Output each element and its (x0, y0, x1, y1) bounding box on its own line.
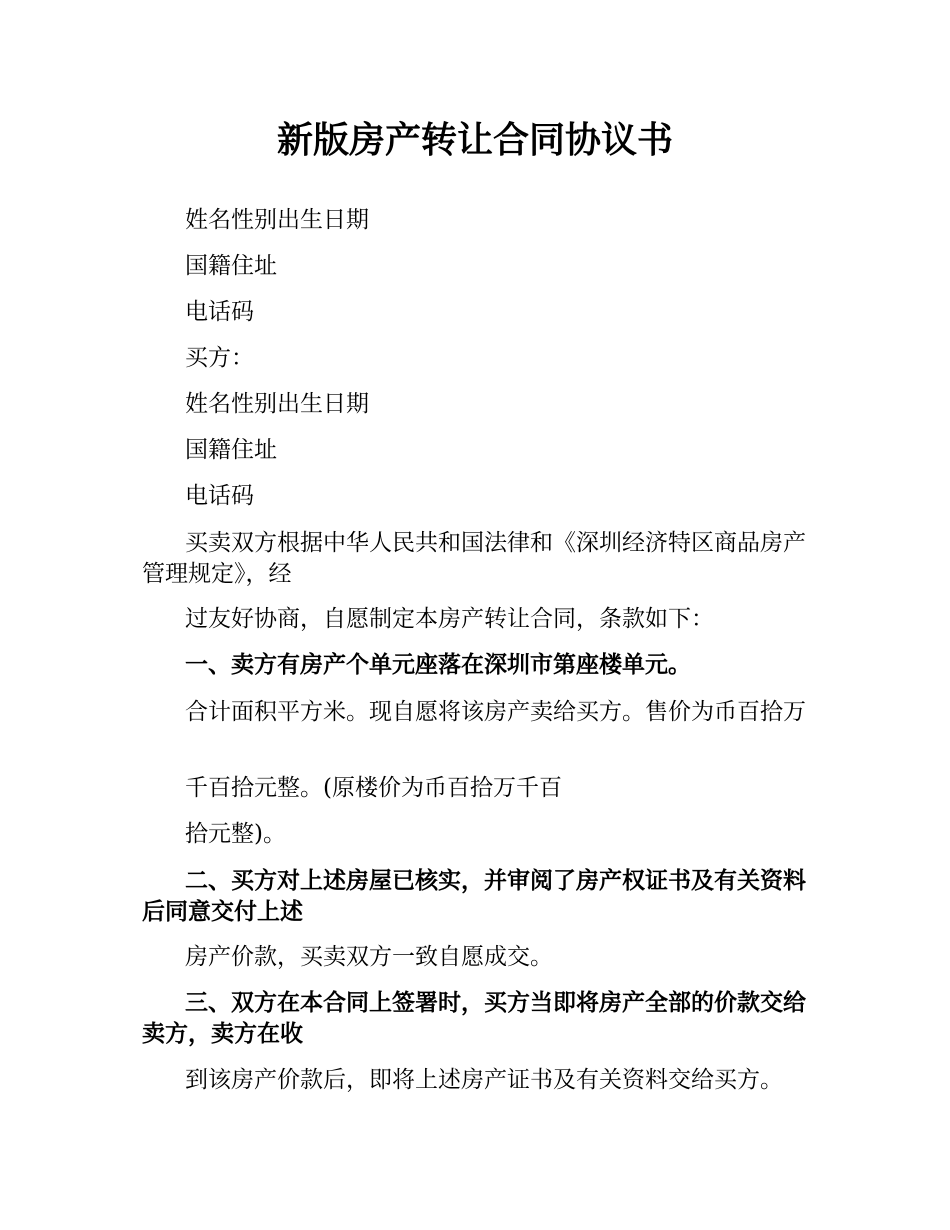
clause-2-continuation: 房产价款，买卖双方一致自愿成交。 (185, 944, 553, 970)
clause-3-continuation: 到该房产价款后，即将上述房产证书及有关资料交给买方。 (185, 1067, 783, 1093)
clause-1-price-end: 拾元整)。 (185, 821, 286, 847)
document-title: 新版房产转让合同协议书 (276, 120, 673, 161)
preamble-continuation: 过友好协商，自愿制定本房产转让合同，条款如下： (185, 606, 714, 632)
seller-phone-line: 电话码 (185, 299, 254, 325)
clause-1-price-continued: 千百拾元整。(原楼价为币百拾万千百 (185, 775, 562, 801)
buyer-phone-line: 电话码 (185, 483, 254, 509)
clause-3-heading: 三、双方在本合同上签署时，买方当即将房产全部的价款交给卖方，卖方在收 (142, 990, 806, 1047)
buyer-name-line: 姓名性别出生日期 (185, 391, 369, 417)
buyer-nationality-line: 国籍住址 (185, 437, 277, 463)
seller-nationality-line: 国籍住址 (185, 253, 277, 279)
seller-name-line: 姓名性别出生日期 (185, 207, 369, 233)
buyer-heading: 买方： (185, 345, 254, 371)
clause-2-heading: 二、买方对上述房屋已核实，并审阅了房产权证书及有关资料后同意交付上述 (142, 868, 806, 925)
clause-1-heading: 一、卖方有房产个单元座落在深圳市第座楼单元。 (185, 652, 691, 678)
preamble-paragraph: 买卖双方根据中华人民共和国法律和《深圳经济特区商品房产管理规定》，经 (142, 530, 806, 587)
clause-1-area-price: 合计面积平方米。现自愿将该房产卖给买方。售价为币百拾万 (185, 699, 806, 725)
